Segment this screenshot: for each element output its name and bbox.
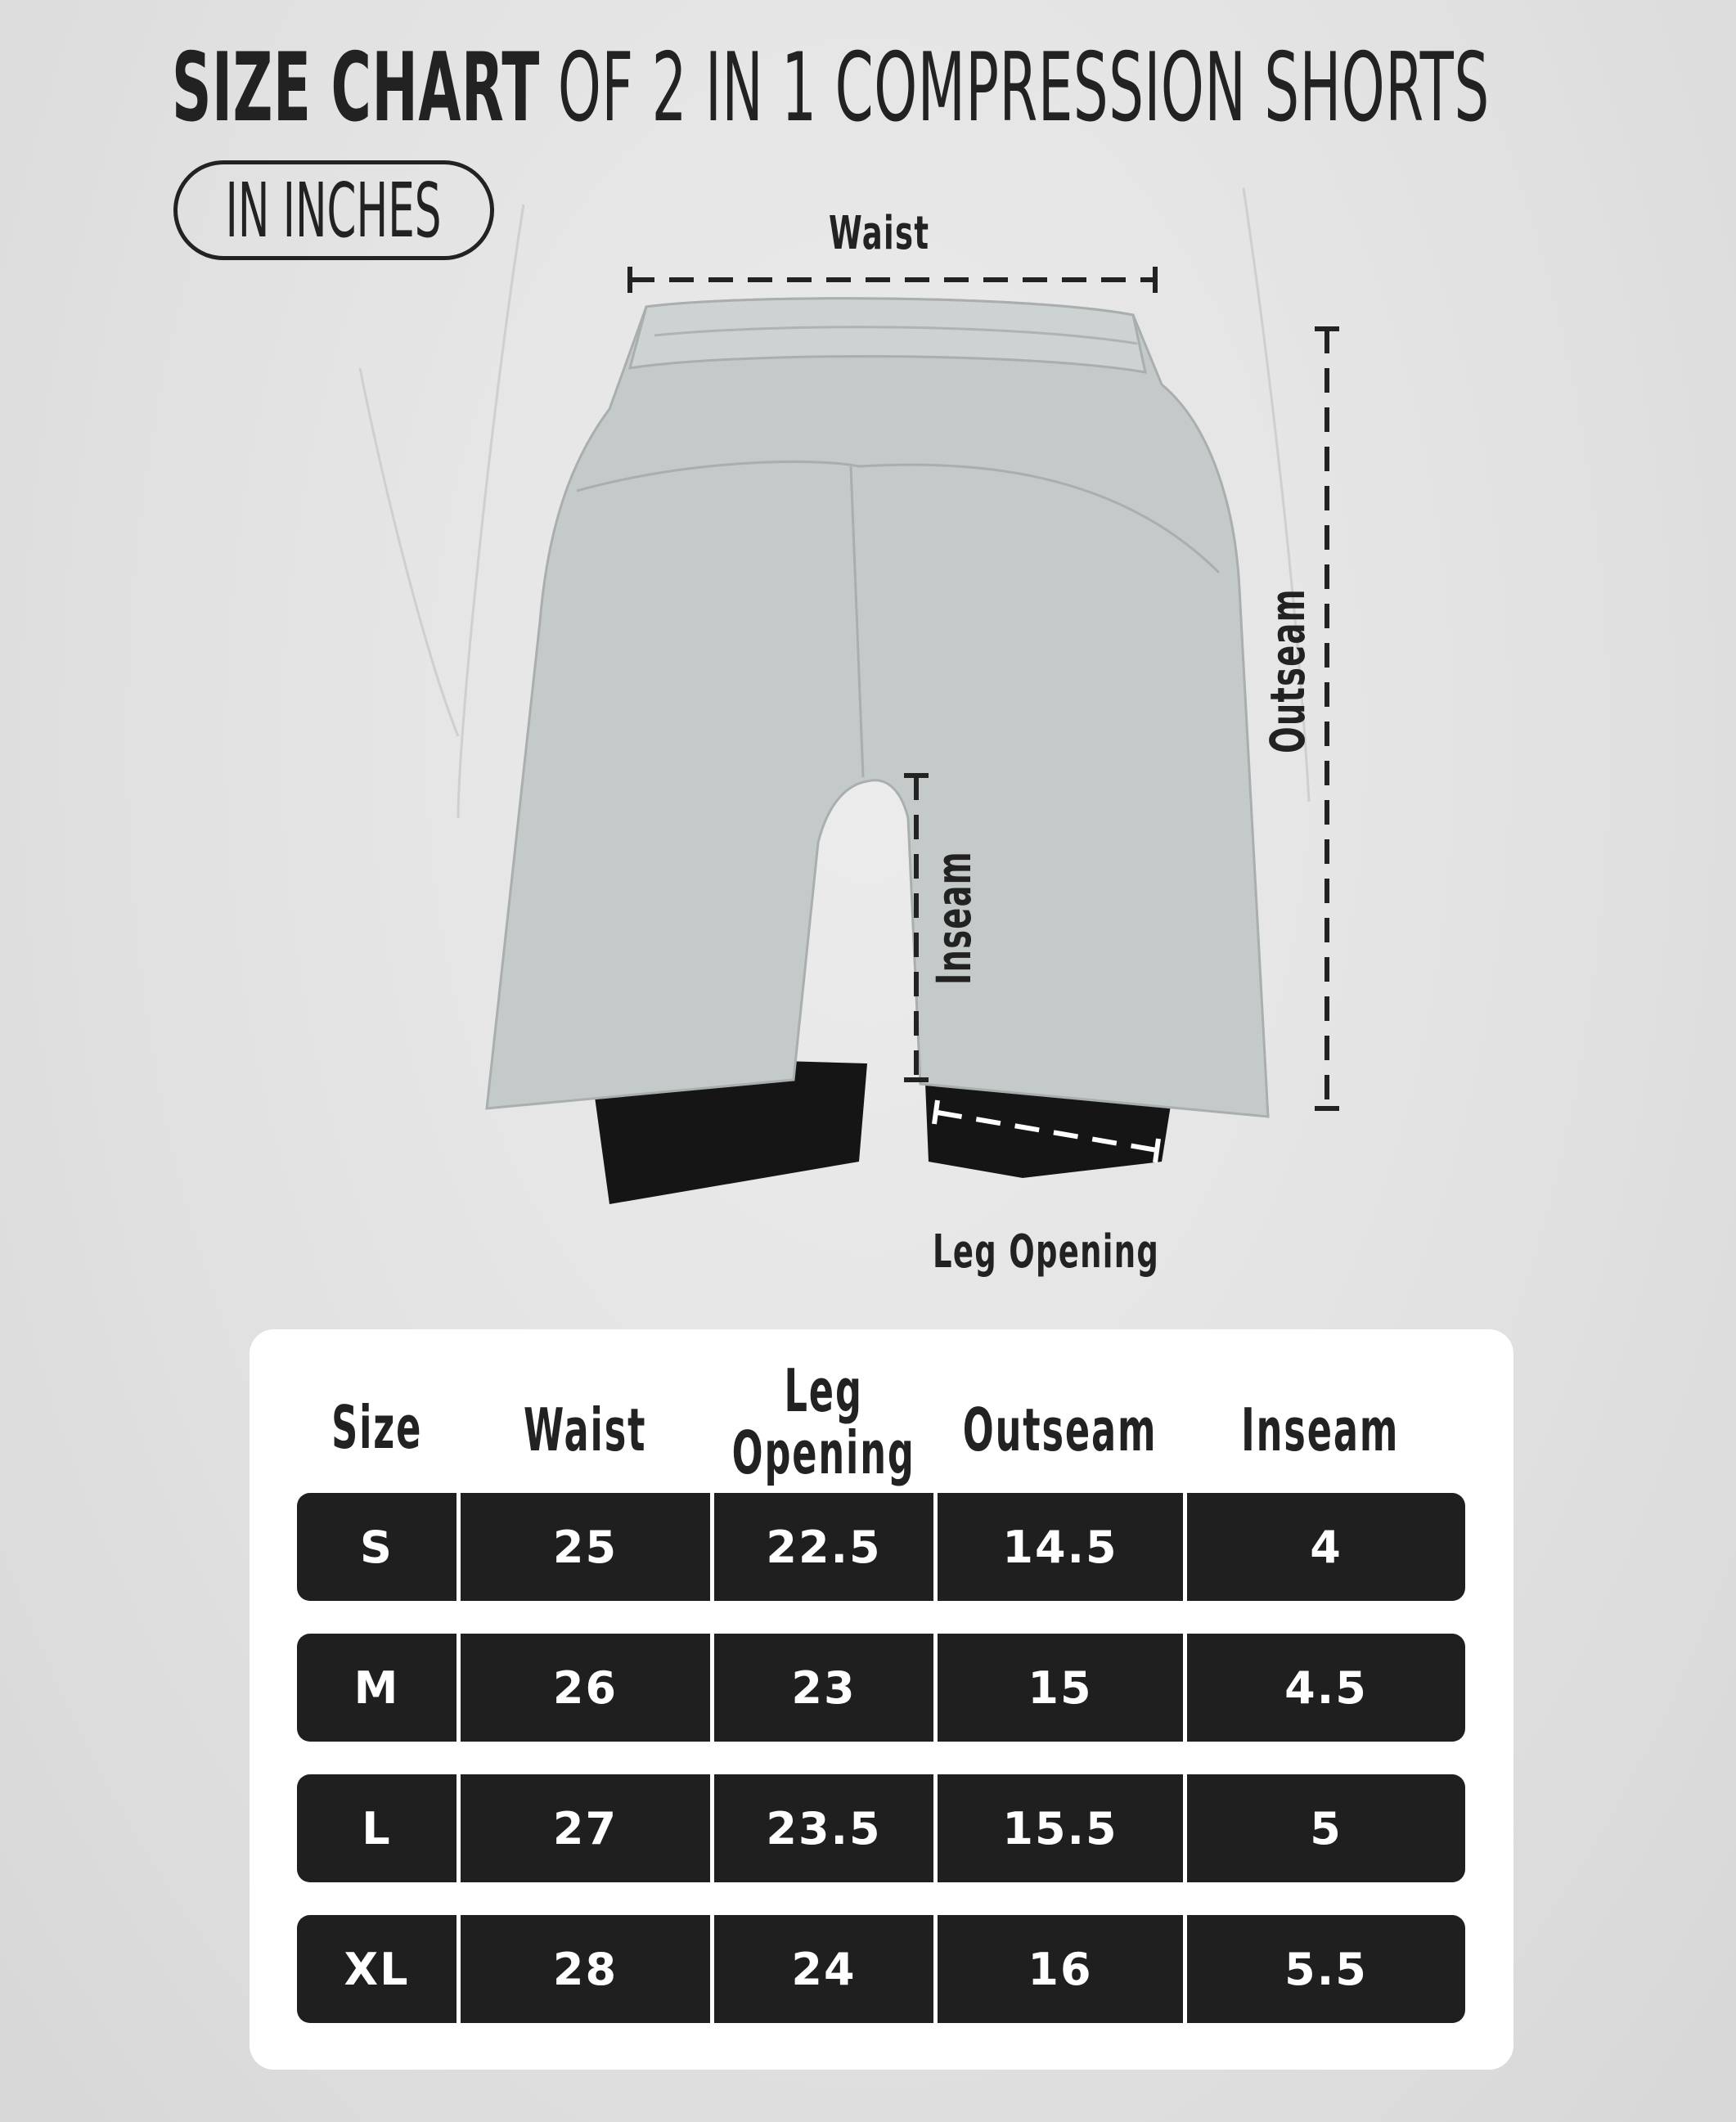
cell-leg-opening: 22.5 xyxy=(714,1493,933,1601)
cell-size: S xyxy=(297,1493,456,1601)
cell-inseam: 4.5 xyxy=(1187,1634,1465,1742)
table-row xyxy=(297,1915,1465,2023)
cell-outseam: 15.5 xyxy=(938,1774,1183,1882)
outseam-label: Outseam xyxy=(1260,588,1315,753)
table-row xyxy=(297,1634,1465,1742)
cell-size: XL xyxy=(297,1915,456,2023)
cell-waist: 28 xyxy=(461,1915,710,2023)
header-leg-opening: Leg Opening xyxy=(731,1355,916,1487)
cell-waist: 25 xyxy=(461,1493,710,1601)
cell-leg-opening: 24 xyxy=(714,1915,933,2023)
leg-opening-label: Leg Opening xyxy=(933,1225,1160,1279)
header-waist: Waist xyxy=(524,1395,647,1464)
outer-shorts xyxy=(487,299,1268,1117)
header-inseam: Inseam xyxy=(1240,1395,1400,1464)
cell-size: M xyxy=(297,1634,456,1742)
waist-measure-line xyxy=(630,267,1155,293)
cell-inseam: 4 xyxy=(1187,1493,1465,1601)
size-table xyxy=(250,1329,1513,2070)
cell-inseam: 5.5 xyxy=(1187,1915,1465,2023)
cell-outseam: 15 xyxy=(938,1634,1183,1742)
cell-size: L xyxy=(297,1774,456,1882)
cell-inseam: 5 xyxy=(1187,1774,1465,1882)
table-row xyxy=(297,1774,1465,1882)
header-outseam: Outseam xyxy=(963,1395,1158,1464)
title-rest: OF 2 IN 1 COMPRESSION SHORTS xyxy=(557,33,1490,143)
table-row xyxy=(297,1493,1465,1601)
cell-waist: 26 xyxy=(461,1634,710,1742)
waist-label: Waist xyxy=(829,207,930,260)
cell-waist: 27 xyxy=(461,1774,710,1882)
cell-leg-opening: 23.5 xyxy=(714,1774,933,1882)
cell-outseam: 14.5 xyxy=(938,1493,1183,1601)
inseam-label: Inseam xyxy=(926,851,982,985)
unit-badge-label: IN INCHES xyxy=(226,166,442,254)
header-size: Size xyxy=(331,1393,423,1462)
cell-leg-opening: 23 xyxy=(714,1634,933,1742)
outseam-measure-line xyxy=(1315,329,1339,1108)
title-bold-part: SIZE CHART xyxy=(172,33,540,143)
cell-outseam: 16 xyxy=(938,1915,1183,2023)
